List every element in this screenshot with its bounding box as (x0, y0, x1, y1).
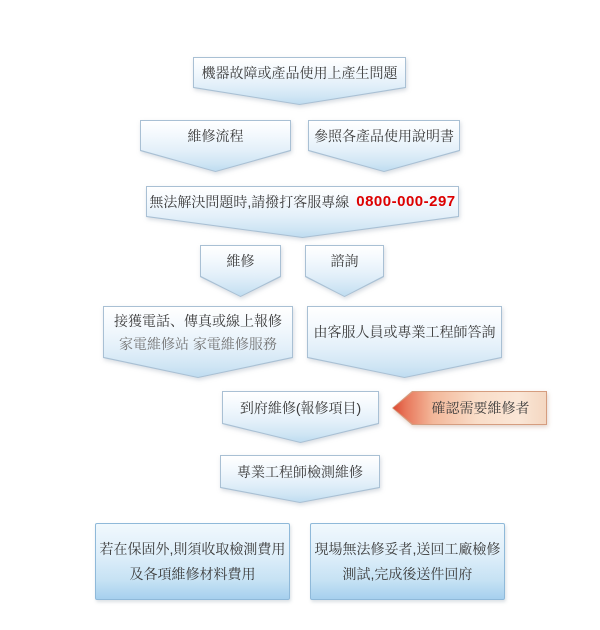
fee-line2: 及各項維修材料費用 (129, 566, 256, 582)
node-report-label (105, 306, 291, 358)
node-onsite-label: 到府維修(報修項目) (239, 399, 362, 416)
node-report (103, 306, 293, 378)
factory-line2: 測試,完成後送件回府 (342, 566, 473, 582)
report-line1: 接獲電話、傳真或線上報修 (114, 312, 282, 329)
node-repair-flow-label: 維修流程 (187, 127, 244, 144)
node-repair-label: 維修 (226, 253, 255, 269)
hotline-phone-number: 0800-000-297 (356, 192, 456, 210)
node-problem-label: 機器故障或產品使用上產生問題 (201, 64, 398, 81)
confirm-callout-arrow (392, 391, 547, 425)
node-engineer (220, 455, 380, 503)
node-problem (193, 57, 406, 105)
node-manual (308, 120, 460, 172)
node-hotline (146, 186, 459, 238)
node-consult (305, 245, 384, 297)
node-repair (200, 245, 281, 297)
report-line2: 家電維修站 家電維修服務 (119, 335, 277, 352)
node-onsite (222, 391, 379, 443)
node-hotline-label (148, 186, 457, 217)
node-engineer-label: 專業工程師檢測維修 (237, 463, 363, 480)
hotline-text: 無法解決問題時,請撥打客服專線 (149, 193, 350, 210)
confirm-callout-label: 確認需要維修者 (431, 400, 530, 416)
node-manual-label: 參照各產品使用說明書 (314, 127, 454, 144)
node-answer (307, 306, 502, 378)
factory-line1: 現場無法修妥者,送回工廠檢修 (314, 541, 501, 557)
node-fee (95, 523, 290, 600)
node-answer-label: 由客服人員或專業工程師答詢 (313, 324, 496, 340)
fee-line1: 若在保固外,則須收取檢測費用 (99, 541, 286, 557)
node-factory (310, 523, 505, 600)
node-consult-label: 諮詢 (330, 253, 359, 269)
node-repair-flow (140, 120, 291, 172)
